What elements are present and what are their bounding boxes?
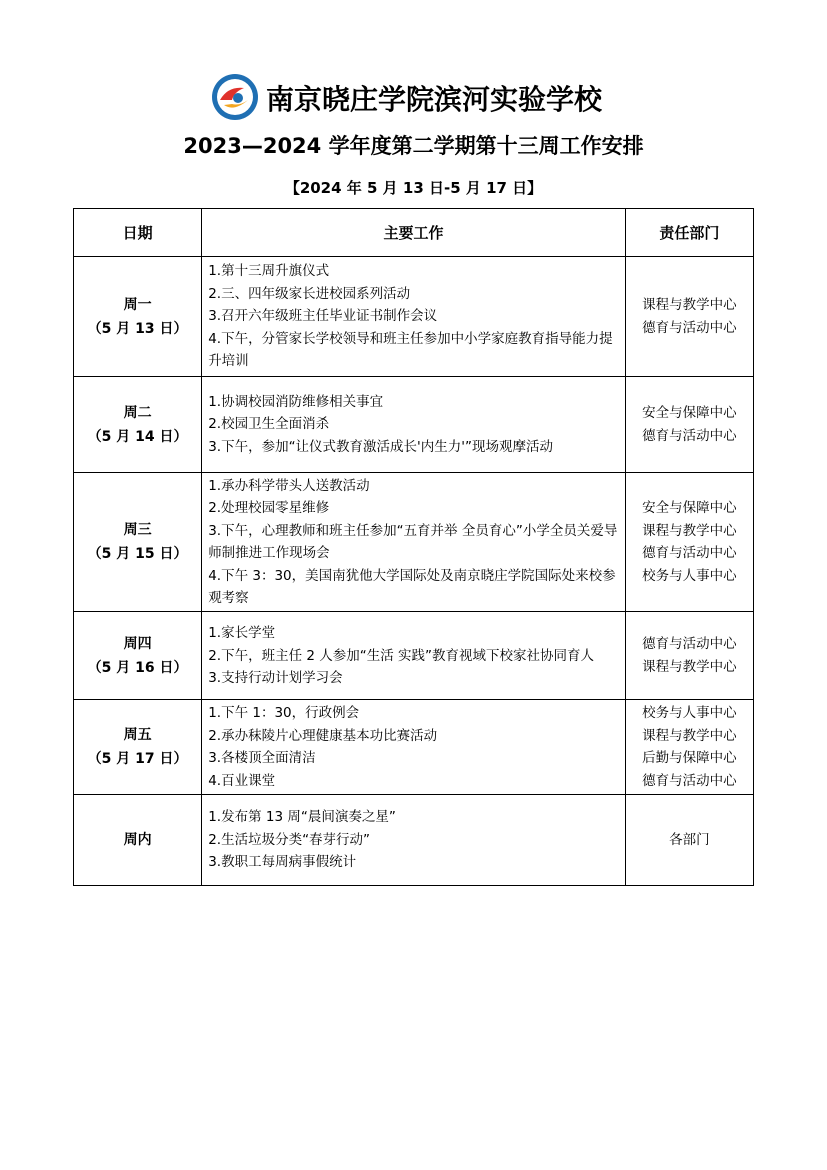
work-cell <box>202 377 626 473</box>
work-item: 1.协调校园消防维修相关事宜 <box>208 393 384 410</box>
day-cell <box>74 473 202 612</box>
work-item: 2.处理校园零星维修 <box>208 500 330 517</box>
table-row <box>74 612 754 700</box>
work-item: 1.第十三周升旗仪式 <box>208 263 330 280</box>
dept-item: 各部门 <box>669 831 710 848</box>
day-cell <box>74 377 202 473</box>
weekday-label: 周四 <box>123 635 152 652</box>
work-cell <box>202 795 626 886</box>
dept-item: 安全与保障中心 <box>642 404 737 421</box>
work-cell <box>202 473 626 612</box>
table-row <box>74 377 754 473</box>
dept-item: 课程与教学中心 <box>642 296 737 313</box>
work-item: 4.下午，分管家长学校领导和班主任参加中小学家庭教育指导能力提升培训 <box>208 330 613 370</box>
table-header-row <box>74 209 754 257</box>
dept-cell <box>625 473 753 612</box>
dept-item: 校务与人事中心 <box>642 705 737 722</box>
work-item: 3.下午，参加“让仪式教育激活成长'内生力'”现场观摩活动 <box>208 438 553 455</box>
weekday-label: 周三 <box>123 522 152 539</box>
school-name: 南京晓庄学院滨河实验学校 <box>266 83 603 116</box>
work-item: 2.承办秣陵片心理健康基本功比赛活动 <box>208 727 438 744</box>
table-row <box>74 700 754 795</box>
work-item: 1.发布第 13 周“晨间演奏之星” <box>208 809 396 826</box>
work-item: 4.百业课堂 <box>208 772 276 789</box>
dept-item: 德育与活动中心 <box>642 545 737 562</box>
table-row <box>74 473 754 612</box>
work-item: 2.生活垃圾分类“春芽行动” <box>208 831 371 848</box>
work-cell <box>202 700 626 795</box>
dept-item: 德育与活动中心 <box>642 427 737 444</box>
dept-cell <box>625 795 753 886</box>
document-header <box>0 72 827 132</box>
work-item: 3.召开六年级班主任毕业证书制作会议 <box>208 308 438 325</box>
table-row <box>74 795 754 886</box>
schedule-table <box>73 208 754 886</box>
work-item: 4.下午 3：30，美国南犹他大学国际处及南京晓庄学院国际处来校参观考察 <box>208 567 616 607</box>
work-item: 3.各楼顶全面清洁 <box>208 750 316 767</box>
date-label: （5 月 13 日） <box>87 320 188 337</box>
dept-item: 德育与活动中心 <box>642 636 737 653</box>
day-cell <box>74 612 202 700</box>
dept-item: 课程与教学中心 <box>642 522 737 539</box>
date-label: （5 月 15 日） <box>87 546 188 563</box>
weekday-label: 周内 <box>123 832 152 849</box>
work-item: 1.下午 1：30，行政例会 <box>208 705 360 722</box>
dept-item: 德育与活动中心 <box>642 772 737 789</box>
date-label: （5 月 16 日） <box>87 659 188 676</box>
school-logo-icon <box>210 72 260 122</box>
day-cell <box>74 257 202 377</box>
work-cell <box>202 257 626 377</box>
weekday-label: 周一 <box>123 296 152 313</box>
work-cell <box>202 612 626 700</box>
day-cell <box>74 700 202 795</box>
work-item: 2.下午，班主任 2 人参加“生活 实践”教育视域下校家社协同育人 <box>208 647 595 664</box>
dept-item: 课程与教学中心 <box>642 727 737 744</box>
header-work: 主要工作 <box>202 209 626 257</box>
date-label: （5 月 17 日） <box>87 751 188 768</box>
table-row <box>74 257 754 377</box>
work-item: 3.下午，心理教师和班主任参加“五育并举 全员育心”小学全员关爱导师制推进工作现场会 <box>208 522 618 562</box>
weekday-label: 周五 <box>123 727 152 744</box>
work-item: 3.教职工每周病事假统计 <box>208 854 357 871</box>
day-cell <box>74 795 202 886</box>
dept-cell <box>625 700 753 795</box>
header-day: 日期 <box>74 209 202 257</box>
date-label: （5 月 14 日） <box>87 428 188 445</box>
weekday-label: 周二 <box>123 404 152 421</box>
work-item: 1.家长学堂 <box>208 625 276 642</box>
dept-item: 德育与活动中心 <box>642 319 737 336</box>
dept-item: 后勤与保障中心 <box>642 750 737 767</box>
dept-item: 校务与人事中心 <box>642 567 737 584</box>
work-item: 2.三、四年级家长进校园系列活动 <box>208 285 411 302</box>
work-item: 3.支持行动计划学习会 <box>208 670 343 687</box>
date-range: 【2024 年 5 月 13 日-5 月 17 日】 <box>284 179 543 197</box>
dept-cell <box>625 377 753 473</box>
work-item: 1.承办科学带头人送教活动 <box>208 478 370 494</box>
dept-cell <box>625 612 753 700</box>
work-item: 2.校园卫生全面消杀 <box>208 416 330 433</box>
header-dept: 责任部门 <box>625 209 753 257</box>
dept-item: 安全与保障中心 <box>642 500 737 517</box>
dept-item: 课程与教学中心 <box>642 658 737 675</box>
dept-cell <box>625 257 753 377</box>
document-title: 2023—2024 学年度第二学期第十三周工作安排 <box>183 134 644 158</box>
